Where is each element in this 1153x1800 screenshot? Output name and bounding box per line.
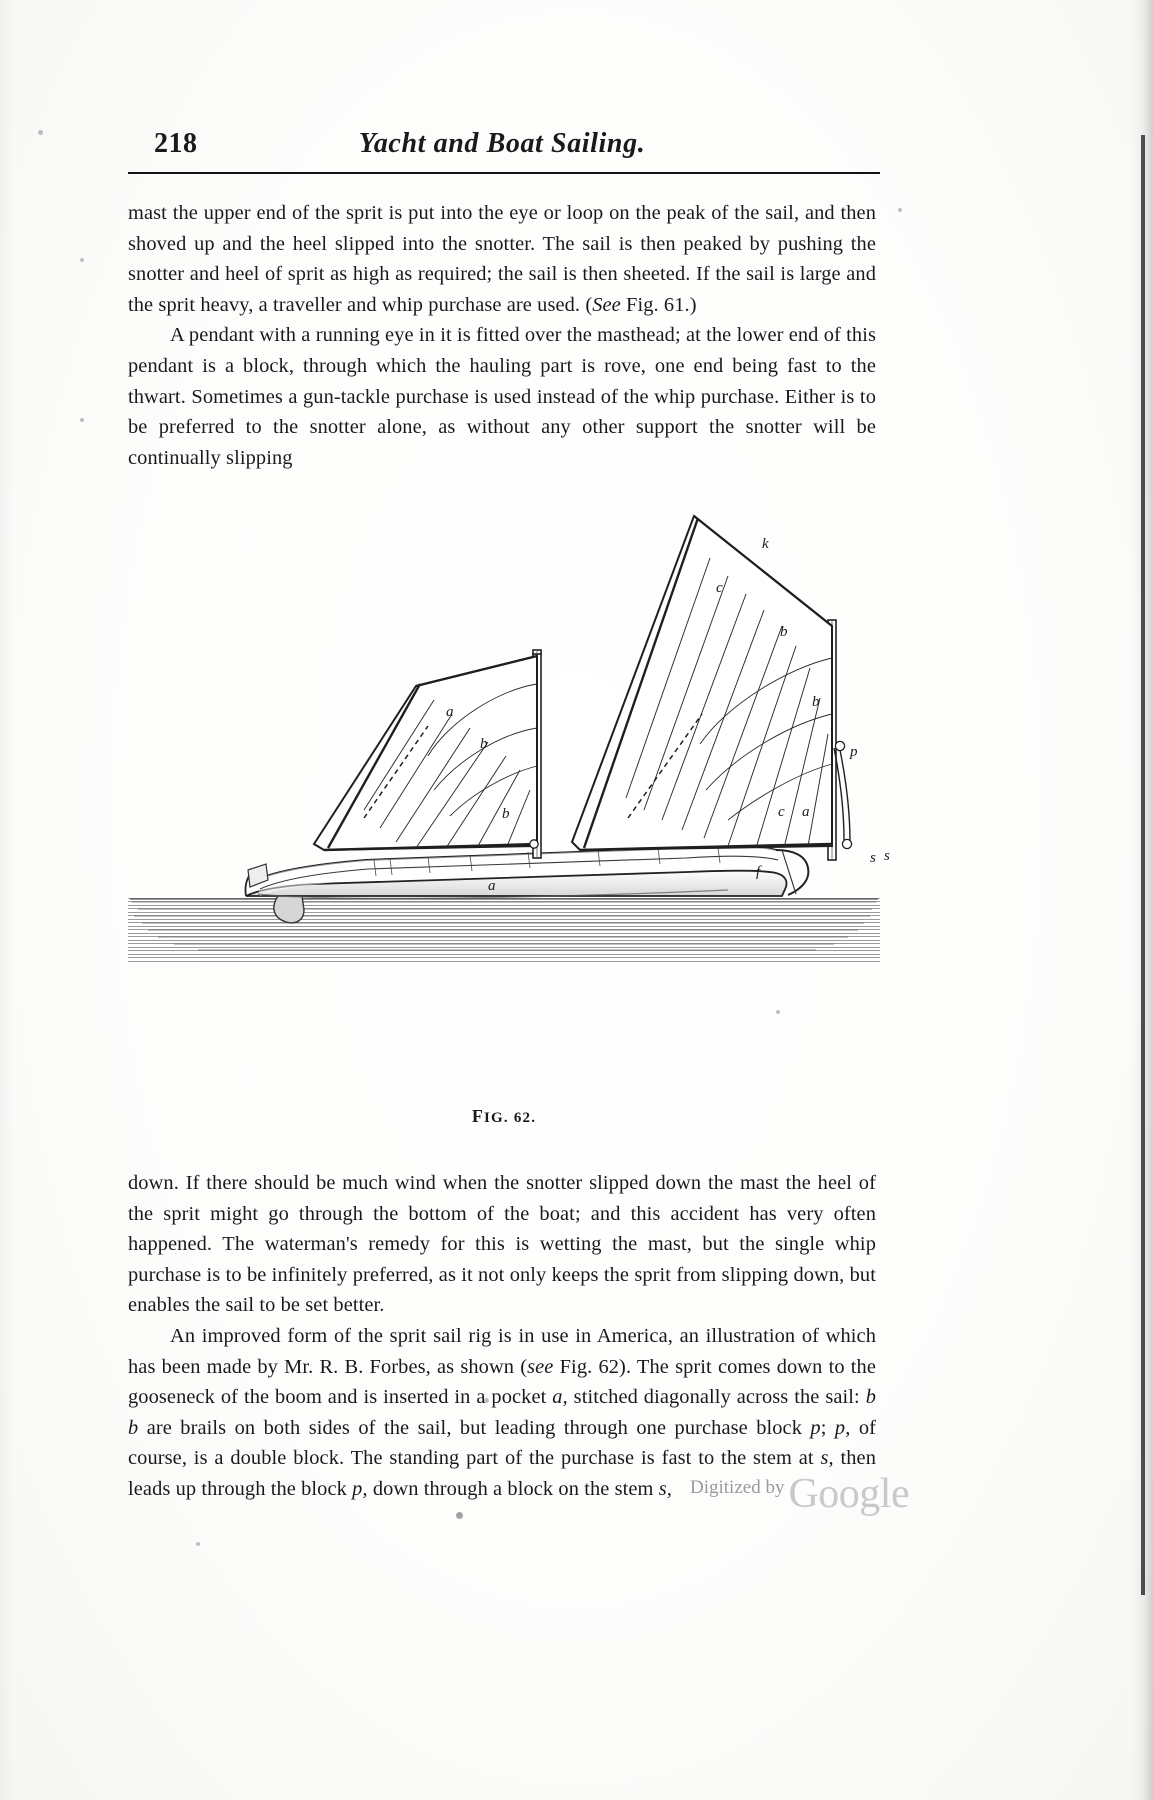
- text-run: ;: [820, 1416, 835, 1439]
- text-run: down through a block on the stem: [367, 1477, 659, 1500]
- figure-caption-initial: F: [471, 1106, 485, 1126]
- paragraph: [128, 320, 876, 473]
- stem-label-s: s: [870, 850, 876, 866]
- paragraph: [128, 1168, 876, 1321]
- scan-speck: [898, 208, 902, 212]
- figure-caption-rest: IG. 62.: [484, 1110, 537, 1126]
- italic-run: see: [527, 1355, 554, 1378]
- text-run: down. If there should be much wind when the snotter slipped down the mast the heel of the sprit might go through the bottom of the boat; and this accident has very often happened. The waterman's remedy for this is wetting the mast, but the single whip purchase is to be infinitely preferred, as it not only keeps the sprit from slipping down, but enables the sail to be set better.: [128, 1172, 876, 1317]
- svg-text:b: b: [812, 694, 820, 710]
- text-run: An improved form of the sprit sail rig is in use in America, an illustration of which has been made by Mr. R. B. Forbes, as shown (: [128, 1324, 876, 1378]
- svg-text:p: p: [850, 744, 858, 760]
- main-sail-right: [572, 516, 890, 880]
- scan-speck: [38, 130, 43, 135]
- scan-edge-left: [0, 0, 14, 1800]
- text-run: then leads up through the block: [128, 1447, 876, 1500]
- svg-text:c: c: [778, 804, 785, 820]
- watermark-brand: Google: [788, 1471, 910, 1517]
- scan-spine-bar: [1141, 135, 1145, 1595]
- figure-62: [128, 498, 890, 1158]
- text-run: Fig. 62). The sprit comes down to the gooseneck of the boom and is inserted in a pocket: [128, 1355, 876, 1409]
- scan-speck: [80, 418, 84, 422]
- figure-caption: [128, 1106, 880, 1127]
- header-rule: [128, 172, 880, 174]
- italic-run: p: [810, 1416, 821, 1439]
- italic-run: See: [592, 293, 621, 316]
- scan-speck: [456, 1512, 463, 1519]
- body-text-above-figure: [128, 198, 876, 473]
- scan-speck: [196, 1542, 200, 1546]
- svg-text:b: b: [780, 624, 788, 640]
- svg-text:k: k: [762, 536, 769, 552]
- svg-text:a: a: [802, 804, 810, 820]
- scan-speck: [80, 258, 84, 262]
- svg-text:a: a: [488, 878, 496, 894]
- text-run: mast the upper end of the sprit is put into the eye or loop on the peak of the sail, and then shoved up and the heel slipped into the snotter. The sail is then peaked by pushing the snotter and heel of sprit as high as required; the sail is then sheeted. If the sail is large and the sprit heavy, a traveller and whip purchase are used. (: [128, 202, 876, 316]
- running-head: [128, 128, 876, 170]
- italic-run: s,: [658, 1477, 672, 1500]
- watermark-prefix: Digitized by: [690, 1477, 785, 1498]
- svg-text:b: b: [480, 736, 488, 752]
- text-run: stitched diagonally across the sail:: [567, 1386, 866, 1409]
- text-run: Fig. 61.): [620, 293, 697, 316]
- italic-run: s,: [820, 1447, 834, 1470]
- text-run: A pendant with a running eye in it is fitted over the masthead; at the lower end of this pendant is a block, through which the hauling part is rove, one end being fast to the thwart. Sometimes a gun-tackle purchase is used instead of the whip purchase. Either is to be preferred to the snotter alone, as without any other support the snotter will be continually slipping: [128, 324, 876, 469]
- svg-text:a: a: [446, 704, 454, 720]
- boat-engraving: [128, 498, 890, 1098]
- italic-run: p,: [834, 1416, 851, 1439]
- svg-text:f: f: [756, 864, 761, 880]
- body-text-below-figure: [128, 1168, 876, 1505]
- paragraph: [128, 198, 876, 320]
- page-number: 218: [154, 128, 198, 159]
- running-title: Yacht and Boat Sailing.: [358, 128, 646, 159]
- italic-run: b b: [128, 1386, 877, 1439]
- italic-run: p,: [352, 1477, 368, 1500]
- text-run: of course, is a double block. The standing part of the purchase is fast to the stem at: [128, 1416, 877, 1470]
- svg-text:b: b: [502, 806, 510, 822]
- text-run: are brails on both sides of the sail, but leading through one purchase block: [138, 1416, 811, 1439]
- italic-run: a,: [552, 1386, 568, 1409]
- svg-text:s: s: [884, 848, 890, 864]
- svg-text:c: c: [716, 580, 723, 596]
- water-surface: [128, 896, 880, 962]
- digitized-by-google-watermark: [690, 1470, 950, 1522]
